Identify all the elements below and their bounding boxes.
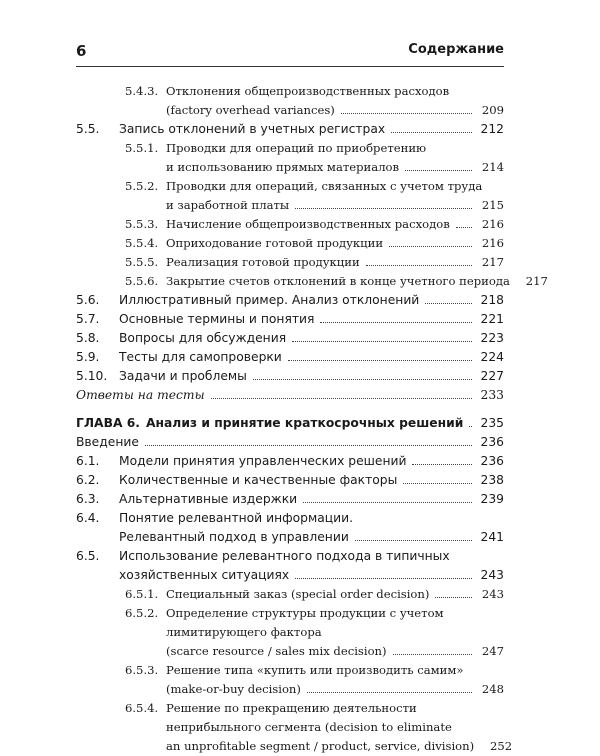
- toc-entry-title: Решение типа «купить или производить самим»: [166, 663, 464, 677]
- dot-leader: [355, 539, 472, 541]
- toc-entry: [76, 433, 504, 452]
- toc-entry-number: 5.5.1.: [125, 141, 159, 155]
- toc-page-number: 241: [480, 530, 504, 544]
- dot-leader: [295, 577, 472, 579]
- dot-leader: [469, 425, 472, 427]
- toc-page-number: 233: [480, 388, 504, 402]
- dot-leader: [435, 596, 472, 598]
- toc-entry-title: an unprofitable segment / product, service, division): [166, 739, 475, 753]
- toc-entry-title: (make-or-buy decision): [166, 682, 301, 696]
- toc-entry-number: 6.4.: [76, 511, 100, 525]
- toc-page-number: 236: [480, 454, 504, 468]
- toc-entry-title: Вопросы для обсуждения: [119, 331, 287, 345]
- toc-entry: [76, 329, 504, 348]
- toc-entry-number: 5.9.: [76, 350, 100, 364]
- toc-entry-title: Проводки для операций, связанных с учетом труда: [166, 179, 483, 193]
- toc-page-number: 217: [481, 255, 504, 269]
- toc-entry-number: 5.5.4.: [125, 236, 159, 250]
- running-title: Содержание: [408, 42, 504, 57]
- toc-page-number: 212: [480, 122, 504, 136]
- toc-entry: [76, 547, 504, 585]
- toc-entry-title: Решение по прекращению деятельности: [166, 701, 417, 715]
- toc-entry-number: 5.8.: [76, 331, 100, 345]
- toc-entry: [76, 291, 504, 310]
- toc-entry: [76, 310, 504, 329]
- dot-leader: [211, 397, 472, 399]
- toc-entry-title: Специальный заказ (special order decision): [166, 587, 430, 601]
- toc-page-number: 235: [480, 416, 504, 430]
- toc-entry: [76, 414, 504, 433]
- toc-entry-title: Количественные и качественные факторы: [119, 473, 398, 487]
- toc-entry-title: хозяйственных ситуациях: [119, 568, 290, 582]
- toc-entry-number: 6.5.: [76, 549, 100, 563]
- toc-entry-title: Альтернативные издержки: [119, 492, 298, 506]
- toc-entry-title: Начисление общепроизводственных расходов: [166, 217, 450, 231]
- toc-page-number: 217: [525, 274, 548, 288]
- toc-entry-title: Реализация готовой продукции: [166, 255, 360, 269]
- toc-page-number: 248: [481, 682, 504, 696]
- toc-entry-title: Отклонения общепроизводственных расходов: [166, 84, 450, 98]
- header-rule: [76, 66, 504, 67]
- toc-entry-number: 5.10.: [76, 369, 108, 383]
- table-of-contents: [76, 82, 548, 756]
- dot-leader: [320, 321, 472, 323]
- toc-entry-title: Тесты для самопроверки: [119, 350, 282, 364]
- toc-page-number: 239: [480, 492, 504, 506]
- toc-entry-title: Определение структуры продукции с учетом: [166, 606, 444, 620]
- toc-entry-number: 5.6.: [76, 293, 100, 307]
- toc-entry-number: 5.5.: [76, 122, 100, 136]
- toc-page-number: 221: [480, 312, 504, 326]
- toc-entry: [76, 215, 504, 234]
- toc-entry: [76, 139, 504, 177]
- toc-page-number: 247: [481, 644, 504, 658]
- dot-leader: [366, 264, 472, 266]
- toc-entry-title: и заработной платы: [166, 198, 290, 212]
- dot-leader: [341, 112, 472, 114]
- dot-leader: [405, 169, 472, 171]
- toc-page-number: 236: [480, 435, 504, 449]
- dot-leader: [403, 482, 472, 484]
- toc-entry-title: Основные термины и понятия: [119, 312, 315, 326]
- toc-entry-number: 6.3.: [76, 492, 100, 506]
- toc-page-number: 224: [480, 350, 504, 364]
- toc-entry: [76, 509, 504, 547]
- dot-leader: [295, 207, 472, 209]
- toc-entry-number: 5.5.5.: [125, 255, 159, 269]
- toc-page-number: 252: [489, 739, 513, 753]
- toc-entry-title: Использование релевантного подхода в типичных: [119, 549, 450, 563]
- toc-entry: [76, 272, 548, 291]
- toc-entry: [76, 234, 504, 253]
- page-header: [76, 42, 504, 64]
- toc-entry: [76, 177, 504, 215]
- toc-entry-number: 5.4.3.: [125, 84, 159, 98]
- toc-page-number: 238: [480, 473, 504, 487]
- dot-leader: [393, 653, 472, 655]
- toc-page-number: 215: [481, 198, 504, 212]
- dot-leader: [292, 340, 472, 342]
- page-number: 6: [76, 42, 87, 60]
- toc-entry-title: Модели принятия управленческих решений: [119, 454, 407, 468]
- toc-entry: [76, 699, 513, 756]
- toc-entry-title: Релевантный подход в управлении: [119, 530, 349, 544]
- toc-entry: [76, 452, 504, 471]
- toc-entry-title: Иллюстративный пример. Анализ отклонений: [119, 293, 420, 307]
- dot-leader: [307, 691, 472, 693]
- toc-entry-title: и использованию прямых материалов: [166, 160, 400, 174]
- toc-page-number: 216: [481, 217, 504, 231]
- dot-leader: [303, 501, 472, 503]
- dot-leader: [412, 463, 472, 465]
- toc-entry-title: Оприходование готовой продукции: [166, 236, 384, 250]
- toc-entry-number: 6.1.: [76, 454, 100, 468]
- toc-entry-number: 5.5.6.: [125, 274, 159, 288]
- toc-entry-title: Понятие релевантной информации.: [119, 511, 354, 525]
- toc-entry-title: Анализ и принятие краткосрочных решений: [146, 416, 464, 430]
- toc-page-number: 216: [481, 236, 504, 250]
- dot-leader: [253, 378, 472, 380]
- toc-entry-title: Закрытие счетов отклонений в конце учетного периода: [166, 274, 510, 288]
- dot-leader: [425, 302, 472, 304]
- toc-entry-number: 6.5.4.: [125, 701, 159, 715]
- toc-entry-number: 6.2.: [76, 473, 100, 487]
- toc-entry: [76, 348, 504, 367]
- dot-leader: [288, 359, 472, 361]
- toc-entry: [76, 367, 504, 386]
- toc-entry-number: 6.5.3.: [125, 663, 159, 677]
- toc-entry: [76, 604, 504, 661]
- toc-entry: [76, 471, 504, 490]
- toc-entry-title: Ответы на тесты: [76, 388, 205, 402]
- toc-entry-number: 6.5.2.: [125, 606, 159, 620]
- dot-leader: [145, 444, 472, 446]
- toc-page-number: 214: [481, 160, 504, 174]
- toc-entry-number: 6.5.1.: [125, 587, 159, 601]
- toc-entry-title: (scarce resource / sales mix decision): [166, 644, 387, 658]
- toc-entry-title: Введение: [76, 435, 139, 449]
- toc-entry-number: 5.5.2.: [125, 179, 159, 193]
- toc-entry: [76, 661, 504, 699]
- toc-entry: [76, 82, 504, 120]
- dot-leader: [389, 245, 472, 247]
- toc-entry-number: 5.7.: [76, 312, 100, 326]
- dot-leader: [456, 226, 472, 228]
- toc-entry: [76, 253, 504, 272]
- toc-page-number: 227: [480, 369, 504, 383]
- toc-page-number: 243: [481, 587, 504, 601]
- dot-leader: [391, 131, 472, 133]
- toc-entry-title: Задачи и проблемы: [119, 369, 247, 383]
- toc-entry-title: Запись отклонений в учетных регистрах: [119, 122, 386, 136]
- toc-entry-number: 5.5.3.: [125, 217, 159, 231]
- toc-entry-title: неприбыльного сегмента (decision to eliminate: [166, 720, 452, 734]
- toc-page-number: 223: [480, 331, 504, 345]
- toc-entry: [76, 120, 504, 139]
- toc-entry: [76, 585, 504, 604]
- toc-entry-title: лимитирующего фактора: [166, 625, 322, 639]
- toc-entry: [76, 386, 504, 405]
- toc-page-number: 218: [480, 293, 504, 307]
- toc-page-number: 209: [481, 103, 504, 117]
- toc-page-number: 243: [480, 568, 504, 582]
- toc-entry-number: ГЛАВА 6.: [76, 416, 140, 430]
- toc-entry-title: (factory overhead variances): [166, 103, 335, 117]
- toc-entry-title: Проводки для операций по приобретению: [166, 141, 427, 155]
- toc-entry: [76, 490, 504, 509]
